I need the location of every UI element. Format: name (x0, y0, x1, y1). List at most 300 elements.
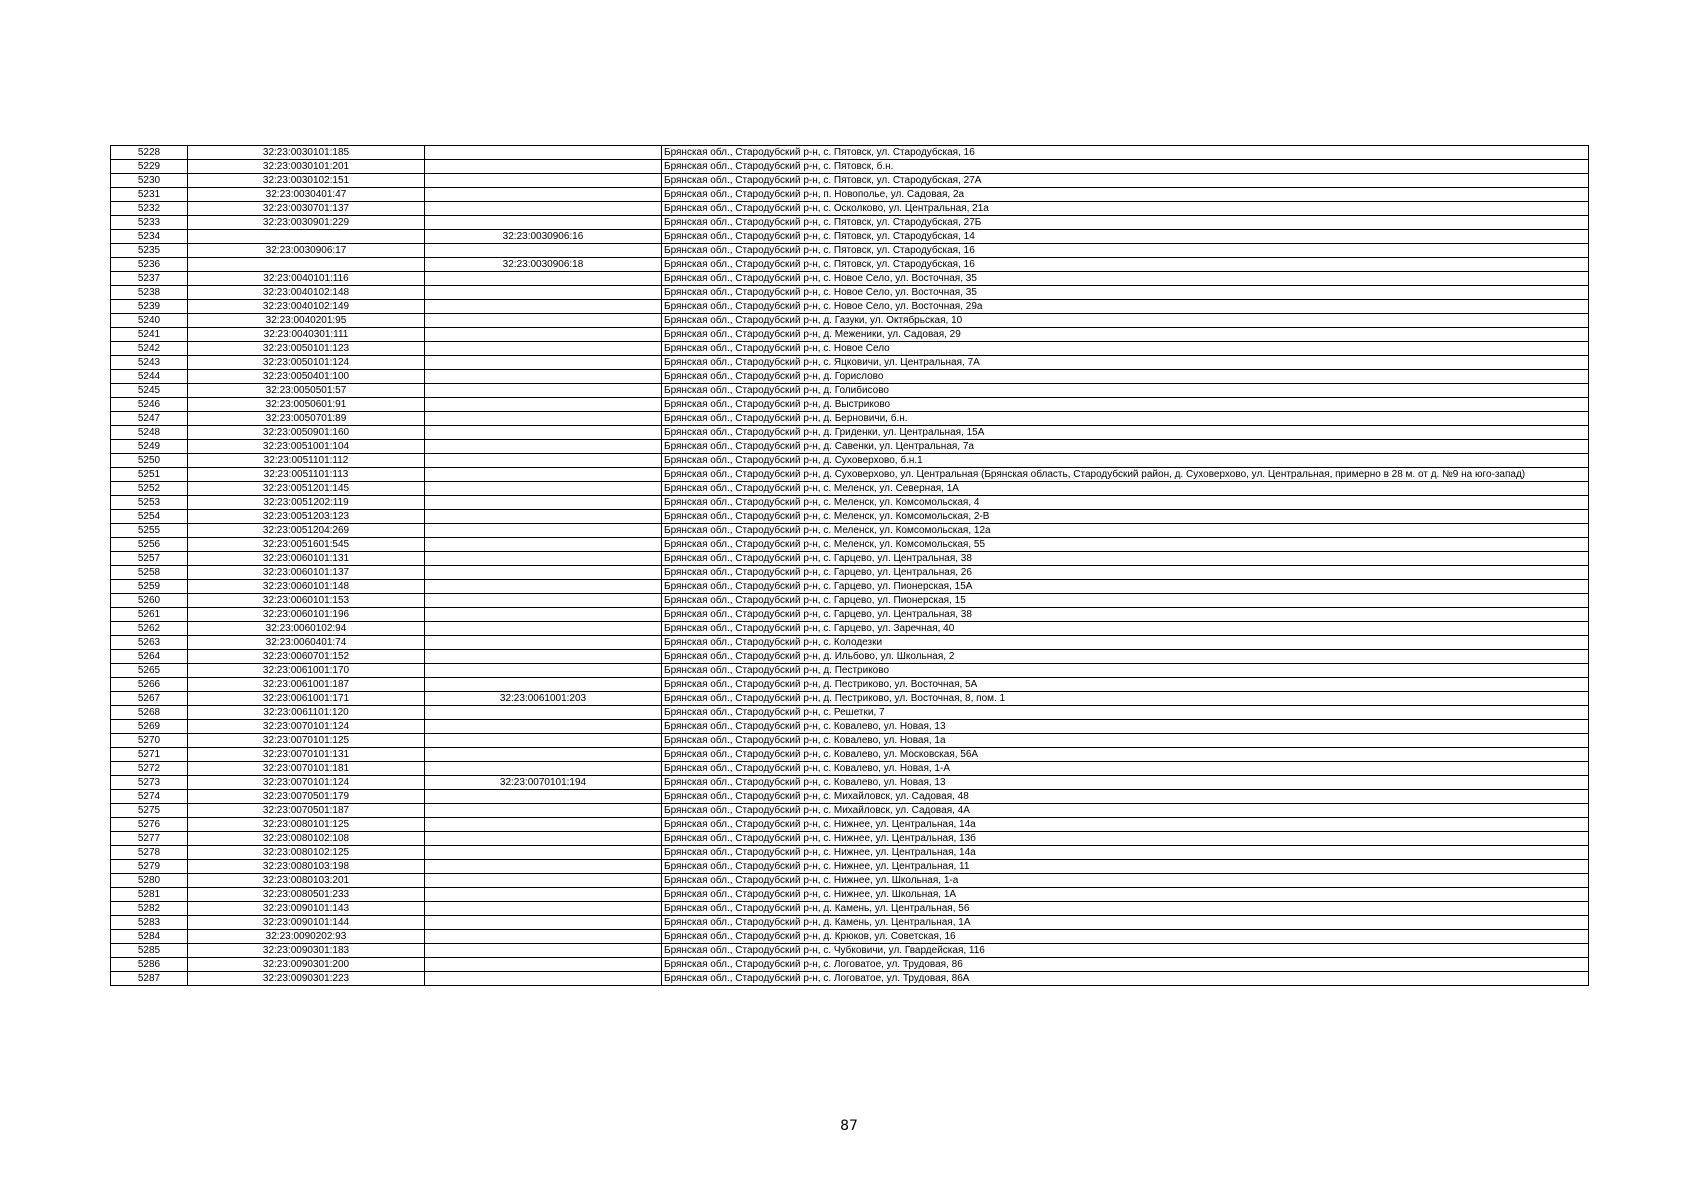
address-cell: Брянская обл., Стародубский р-н, с. Гарцево, ул. Пионерская, 15А (662, 580, 1589, 594)
row-number-cell: 5236 (111, 258, 188, 272)
address-cell: Брянская обл., Стародубский р-н, с. Логоватое, ул. Трудовая, 86А (662, 972, 1589, 986)
row-number-cell: 5235 (111, 244, 188, 258)
address-cell: Брянская обл., Стародубский р-н, с. Гарцево, ул. Центральная, 38 (662, 552, 1589, 566)
building-number-cell (425, 174, 662, 188)
cadastral-number-cell (188, 258, 425, 272)
table-row (111, 566, 1589, 580)
row-number-cell: 5252 (111, 482, 188, 496)
cadastral-number-cell: 32:23:0050101:124 (188, 356, 425, 370)
building-number-cell (425, 636, 662, 650)
building-number-cell (425, 790, 662, 804)
address-cell: Брянская обл., Стародубский р-н, д. Горислово (662, 370, 1589, 384)
building-number-cell (425, 482, 662, 496)
address-cell: Брянская обл., Стародубский р-н, д. Крюков, ул. Советская, 16 (662, 930, 1589, 944)
cadastral-number-cell: 32:23:0051202:119 (188, 496, 425, 510)
building-number-cell (425, 804, 662, 818)
cadastral-number-cell: 32:23:0070101:125 (188, 734, 425, 748)
table-row (111, 398, 1589, 412)
table-row (111, 664, 1589, 678)
row-number-cell: 5264 (111, 650, 188, 664)
cadastral-number-cell: 32:23:0070101:131 (188, 748, 425, 762)
building-number-cell (425, 412, 662, 426)
cadastral-number-cell: 32:23:0090301:223 (188, 972, 425, 986)
address-cell: Брянская обл., Стародубский р-н, п. Новополье, ул. Садовая, 2а (662, 188, 1589, 202)
cadastral-number-cell: 32:23:0060101:196 (188, 608, 425, 622)
table-row (111, 384, 1589, 398)
building-number-cell (425, 328, 662, 342)
building-number-cell (425, 454, 662, 468)
cadastral-number-cell: 32:23:0080102:125 (188, 846, 425, 860)
row-number-cell: 5234 (111, 230, 188, 244)
address-cell: Брянская обл., Стародубский р-н, д. Савенки, ул. Центральная, 7а (662, 440, 1589, 454)
address-cell: Брянская обл., Стародубский р-н, д. Суховерхово, ул. Центральная (Брянская область, Стародубский район, д. Суховерхово, ул. Центральная, примерно в 28 м. от д. №9 на юго-запад) (662, 468, 1589, 482)
cadastral-number-cell: 32:23:0030102:151 (188, 174, 425, 188)
property-registry-table (110, 145, 1589, 986)
cadastral-number-cell: 32:23:0051101:112 (188, 454, 425, 468)
address-cell: Брянская обл., Стародубский р-н, с. Логоватое, ул. Трудовая, 86 (662, 958, 1589, 972)
row-number-cell: 5240 (111, 314, 188, 328)
address-cell: Брянская обл., Стародубский р-н, с. Осколково, ул. Центральная, 21а (662, 202, 1589, 216)
row-number-cell: 5262 (111, 622, 188, 636)
building-number-cell (425, 748, 662, 762)
building-number-cell: 32:23:0061001:203 (425, 692, 662, 706)
table-row (111, 790, 1589, 804)
table-row (111, 510, 1589, 524)
building-number-cell (425, 272, 662, 286)
row-number-cell: 5275 (111, 804, 188, 818)
table-row (111, 328, 1589, 342)
table-row (111, 552, 1589, 566)
row-number-cell: 5243 (111, 356, 188, 370)
cadastral-number-cell: 32:23:0060101:148 (188, 580, 425, 594)
building-number-cell (425, 832, 662, 846)
row-number-cell: 5249 (111, 440, 188, 454)
address-cell: Брянская обл., Стародубский р-н, д. Берновичи, б.н. (662, 412, 1589, 426)
table-row (111, 832, 1589, 846)
row-number-cell: 5268 (111, 706, 188, 720)
address-cell: Брянская обл., Стародубский р-н, д. Камень, ул. Центральная, 1А (662, 916, 1589, 930)
cadastral-number-cell: 32:23:0060101:137 (188, 566, 425, 580)
address-cell: Брянская обл., Стародубский р-н, с. Пятовск, ул. Стародубская, 14 (662, 230, 1589, 244)
building-number-cell (425, 342, 662, 356)
address-cell: Брянская обл., Стародубский р-н, с. Нижнее, ул. Школьная, 1А (662, 888, 1589, 902)
address-cell: Брянская обл., Стародубский р-н, с. Меленск, ул. Северная, 1А (662, 482, 1589, 496)
address-cell: Брянская обл., Стародубский р-н, д. Выстриково (662, 398, 1589, 412)
building-number-cell (425, 510, 662, 524)
cadastral-number-cell: 32:23:0080501:233 (188, 888, 425, 902)
building-number-cell: 32:23:0030906:18 (425, 258, 662, 272)
building-number-cell (425, 846, 662, 860)
address-cell: Брянская обл., Стародубский р-н, с. Меленск, ул. Комсомольская, 55 (662, 538, 1589, 552)
address-cell: Брянская обл., Стародубский р-н, с. Меленск, ул. Комсомольская, 12а (662, 524, 1589, 538)
cadastral-number-cell: 32:23:0060701:152 (188, 650, 425, 664)
building-number-cell (425, 286, 662, 300)
row-number-cell: 5283 (111, 916, 188, 930)
building-number-cell (425, 916, 662, 930)
address-cell: Брянская обл., Стародубский р-н, с. Колодезки (662, 636, 1589, 650)
cadastral-number-cell: 32:23:0060401:74 (188, 636, 425, 650)
cadastral-number-cell: 32:23:0070101:124 (188, 720, 425, 734)
cadastral-number-cell: 32:23:0040301:111 (188, 328, 425, 342)
building-number-cell (425, 622, 662, 636)
cadastral-number-cell: 32:23:0061001:170 (188, 664, 425, 678)
table-row (111, 440, 1589, 454)
cadastral-number-cell: 32:23:0051204:269 (188, 524, 425, 538)
row-number-cell: 5237 (111, 272, 188, 286)
row-number-cell: 5280 (111, 874, 188, 888)
cadastral-number-cell: 32:23:0080103:201 (188, 874, 425, 888)
address-cell: Брянская обл., Стародубский р-н, с. Пятовск, ул. Стародубская, 27А (662, 174, 1589, 188)
row-number-cell: 5286 (111, 958, 188, 972)
building-number-cell (425, 930, 662, 944)
row-number-cell: 5265 (111, 664, 188, 678)
address-cell: Брянская обл., Стародубский р-н, с. Ковалево, ул. Новая, 13 (662, 776, 1589, 790)
row-number-cell: 5278 (111, 846, 188, 860)
table-row (111, 468, 1589, 482)
address-cell: Брянская обл., Стародубский р-н, д. Пестриково (662, 664, 1589, 678)
table-row (111, 342, 1589, 356)
table-row (111, 818, 1589, 832)
table-row (111, 734, 1589, 748)
row-number-cell: 5228 (111, 146, 188, 160)
row-number-cell: 5250 (111, 454, 188, 468)
cadastral-number-cell: 32:23:0050401:100 (188, 370, 425, 384)
row-number-cell: 5248 (111, 426, 188, 440)
address-cell: Брянская обл., Стародубский р-н, с. Новое Село, ул. Восточная, 35 (662, 272, 1589, 286)
table-row (111, 454, 1589, 468)
table-row (111, 244, 1589, 258)
address-cell: Брянская обл., Стародубский р-н, с. Чубковичи, ул. Гвардейская, 116 (662, 944, 1589, 958)
address-cell: Брянская обл., Стародубский р-н, с. Нижнее, ул. Центральная, 14а (662, 818, 1589, 832)
cadastral-number-cell: 32:23:0070101:124 (188, 776, 425, 790)
row-number-cell: 5257 (111, 552, 188, 566)
row-number-cell: 5231 (111, 188, 188, 202)
address-cell: Брянская обл., Стародубский р-н, д. Газуки, ул. Октябрьская, 10 (662, 314, 1589, 328)
table-row (111, 706, 1589, 720)
table-row (111, 258, 1589, 272)
building-number-cell (425, 496, 662, 510)
address-cell: Брянская обл., Стародубский р-н, с. Нижнее, ул. Центральная, 11 (662, 860, 1589, 874)
row-number-cell: 5266 (111, 678, 188, 692)
address-cell: Брянская обл., Стародубский р-н, с. Пятовск, ул. Стародубская, 16 (662, 146, 1589, 160)
cadastral-number-cell: 32:23:0060101:131 (188, 552, 425, 566)
building-number-cell (425, 314, 662, 328)
address-cell: Брянская обл., Стародубский р-н, с. Новое Село (662, 342, 1589, 356)
building-number-cell (425, 160, 662, 174)
address-cell: Брянская обл., Стародубский р-н, с. Нижнее, ул. Школьная, 1-а (662, 874, 1589, 888)
address-cell: Брянская обл., Стародубский р-н, с. Решетки, 7 (662, 706, 1589, 720)
row-number-cell: 5253 (111, 496, 188, 510)
row-number-cell: 5271 (111, 748, 188, 762)
row-number-cell: 5230 (111, 174, 188, 188)
building-number-cell (425, 860, 662, 874)
row-number-cell: 5258 (111, 566, 188, 580)
row-number-cell: 5276 (111, 818, 188, 832)
row-number-cell: 5255 (111, 524, 188, 538)
cadastral-number-cell: 32:23:0030101:185 (188, 146, 425, 160)
table-row (111, 524, 1589, 538)
table-row (111, 650, 1589, 664)
building-number-cell (425, 524, 662, 538)
building-number-cell (425, 216, 662, 230)
cadastral-number-cell: 32:23:0070101:181 (188, 762, 425, 776)
address-cell: Брянская обл., Стародубский р-н, д. Пестриково, ул. Восточная, 5А (662, 678, 1589, 692)
cadastral-number-cell: 32:23:0051001:104 (188, 440, 425, 454)
row-number-cell: 5246 (111, 398, 188, 412)
row-number-cell: 5267 (111, 692, 188, 706)
row-number-cell: 5287 (111, 972, 188, 986)
cadastral-number-cell: 32:23:0040101:116 (188, 272, 425, 286)
cadastral-number-cell (188, 230, 425, 244)
building-number-cell (425, 202, 662, 216)
row-number-cell: 5261 (111, 608, 188, 622)
table-row (111, 356, 1589, 370)
cadastral-number-cell: 32:23:0040102:148 (188, 286, 425, 300)
cadastral-number-cell: 32:23:0051201:145 (188, 482, 425, 496)
address-cell: Брянская обл., Стародубский р-н, с. Гарцево, ул. Пионерская, 15 (662, 594, 1589, 608)
table-row (111, 272, 1589, 286)
address-cell: Брянская обл., Стародубский р-н, с. Нижнее, ул. Центральная, 13б (662, 832, 1589, 846)
row-number-cell: 5263 (111, 636, 188, 650)
row-number-cell: 5229 (111, 160, 188, 174)
building-number-cell (425, 594, 662, 608)
building-number-cell (425, 566, 662, 580)
cadastral-number-cell: 32:23:0061001:187 (188, 678, 425, 692)
row-number-cell: 5238 (111, 286, 188, 300)
table-row (111, 538, 1589, 552)
address-cell: Брянская обл., Стародубский р-н, д. Гриденки, ул. Центральная, 15А (662, 426, 1589, 440)
address-cell: Брянская обл., Стародубский р-н, с. Пятовск, б.н. (662, 160, 1589, 174)
table-row (111, 622, 1589, 636)
table-row (111, 160, 1589, 174)
row-number-cell: 5259 (111, 580, 188, 594)
building-number-cell (425, 720, 662, 734)
row-number-cell: 5232 (111, 202, 188, 216)
table-row (111, 314, 1589, 328)
building-number-cell (425, 356, 662, 370)
row-number-cell: 5270 (111, 734, 188, 748)
address-cell: Брянская обл., Стародубский р-н, с. Гарцево, ул. Заречная, 40 (662, 622, 1589, 636)
building-number-cell (425, 944, 662, 958)
building-number-cell (425, 958, 662, 972)
table-row (111, 482, 1589, 496)
cadastral-number-cell: 32:23:0050601:91 (188, 398, 425, 412)
address-cell: Брянская обл., Стародубский р-н, с. Михайловск, ул. Садовая, 48 (662, 790, 1589, 804)
address-cell: Брянская обл., Стародубский р-н, с. Гарцево, ул. Центральная, 38 (662, 608, 1589, 622)
row-number-cell: 5242 (111, 342, 188, 356)
table-row (111, 230, 1589, 244)
address-cell: Брянская обл., Стародубский р-н, д. Пестриково, ул. Восточная, 8, пом. 1 (662, 692, 1589, 706)
table-row (111, 888, 1589, 902)
cadastral-number-cell: 32:23:0061001:171 (188, 692, 425, 706)
row-number-cell: 5284 (111, 930, 188, 944)
table-row (111, 748, 1589, 762)
row-number-cell: 5256 (111, 538, 188, 552)
cadastral-number-cell: 32:23:0090301:200 (188, 958, 425, 972)
row-number-cell: 5272 (111, 762, 188, 776)
row-number-cell: 5260 (111, 594, 188, 608)
cadastral-number-cell: 32:23:0040201:95 (188, 314, 425, 328)
table-body (111, 146, 1589, 986)
building-number-cell: 32:23:0070101:194 (425, 776, 662, 790)
address-cell: Брянская обл., Стародубский р-н, с. Яцковичи, ул. Центральная, 7А (662, 356, 1589, 370)
cadastral-number-cell: 32:23:0050901:160 (188, 426, 425, 440)
table-row (111, 286, 1589, 300)
cadastral-number-cell: 32:23:0070501:179 (188, 790, 425, 804)
building-number-cell (425, 734, 662, 748)
cadastral-number-cell: 32:23:0030701:137 (188, 202, 425, 216)
table-row (111, 860, 1589, 874)
building-number-cell (425, 972, 662, 986)
cadastral-number-cell: 32:23:0051101:113 (188, 468, 425, 482)
address-cell: Брянская обл., Стародубский р-н, д. Ильбово, ул. Школьная, 2 (662, 650, 1589, 664)
cadastral-number-cell: 32:23:0080103:198 (188, 860, 425, 874)
cadastral-number-cell: 32:23:0030401:47 (188, 188, 425, 202)
cadastral-number-cell: 32:23:0090101:143 (188, 902, 425, 916)
table-row (111, 958, 1589, 972)
address-cell: Брянская обл., Стародубский р-н, с. Ковалево, ул. Новая, 1а (662, 734, 1589, 748)
table-row (111, 930, 1589, 944)
table-row (111, 944, 1589, 958)
cadastral-number-cell: 32:23:0051203:123 (188, 510, 425, 524)
cadastral-number-cell: 32:23:0040102:149 (188, 300, 425, 314)
row-number-cell: 5247 (111, 412, 188, 426)
building-number-cell (425, 188, 662, 202)
building-number-cell (425, 678, 662, 692)
table-row (111, 678, 1589, 692)
building-number-cell (425, 762, 662, 776)
cadastral-number-cell: 32:23:0050101:123 (188, 342, 425, 356)
table-row (111, 174, 1589, 188)
table-row (111, 496, 1589, 510)
page-number: 87 (840, 1118, 858, 1134)
address-cell: Брянская обл., Стародубский р-н, с. Ковалево, ул. Новая, 1-А (662, 762, 1589, 776)
row-number-cell: 5277 (111, 832, 188, 846)
table-row (111, 580, 1589, 594)
building-number-cell (425, 244, 662, 258)
building-number-cell (425, 146, 662, 160)
address-cell: Брянская обл., Стародубский р-н, с. Меленск, ул. Комсомольская, 4 (662, 496, 1589, 510)
address-cell: Брянская обл., Стародубский р-н, с. Нижнее, ул. Центральная, 14а (662, 846, 1589, 860)
address-cell: Брянская обл., Стародубский р-н, с. Пятовск, ул. Стародубская, 27Б (662, 216, 1589, 230)
building-number-cell: 32:23:0030906:16 (425, 230, 662, 244)
table-row (111, 188, 1589, 202)
cadastral-number-cell: 32:23:0030906:17 (188, 244, 425, 258)
building-number-cell (425, 398, 662, 412)
building-number-cell (425, 608, 662, 622)
row-number-cell: 5244 (111, 370, 188, 384)
row-number-cell: 5245 (111, 384, 188, 398)
table-row (111, 146, 1589, 160)
cadastral-number-cell: 32:23:0061101:120 (188, 706, 425, 720)
address-cell: Брянская обл., Стародубский р-н, с. Меленск, ул. Комсомольская, 2-В (662, 510, 1589, 524)
table-row (111, 692, 1589, 706)
address-cell: Брянская обл., Стародубский р-н, с. Пятовск, ул. Стародубская, 16 (662, 258, 1589, 272)
table-row (111, 300, 1589, 314)
cadastral-number-cell: 32:23:0060101:153 (188, 594, 425, 608)
building-number-cell (425, 384, 662, 398)
row-number-cell: 5251 (111, 468, 188, 482)
cadastral-number-cell: 32:23:0090101:144 (188, 916, 425, 930)
cadastral-number-cell: 32:23:0050501:57 (188, 384, 425, 398)
building-number-cell (425, 902, 662, 916)
address-cell: Брянская обл., Стародубский р-н, с. Ковалево, ул. Новая, 13 (662, 720, 1589, 734)
address-cell: Брянская обл., Стародубский р-н, с. Новое Село, ул. Восточная, 29а (662, 300, 1589, 314)
table-row (111, 916, 1589, 930)
cadastral-number-cell: 32:23:0090301:183 (188, 944, 425, 958)
building-number-cell (425, 426, 662, 440)
row-number-cell: 5241 (111, 328, 188, 342)
row-number-cell: 5282 (111, 902, 188, 916)
address-cell: Брянская обл., Стародубский р-н, д. Голибисово (662, 384, 1589, 398)
row-number-cell: 5273 (111, 776, 188, 790)
building-number-cell (425, 888, 662, 902)
address-cell: Брянская обл., Стародубский р-н, с. Михайловск, ул. Садовая, 4А (662, 804, 1589, 818)
address-cell: Брянская обл., Стародубский р-н, с. Ковалево, ул. Московская, 56А (662, 748, 1589, 762)
table-row (111, 608, 1589, 622)
table-row (111, 776, 1589, 790)
table-row (111, 216, 1589, 230)
building-number-cell (425, 538, 662, 552)
building-number-cell (425, 300, 662, 314)
building-number-cell (425, 552, 662, 566)
cadastral-number-cell: 32:23:0030901:229 (188, 216, 425, 230)
table-row (111, 412, 1589, 426)
table-row (111, 846, 1589, 860)
cadastral-number-cell: 32:23:0050701:89 (188, 412, 425, 426)
table-row (111, 202, 1589, 216)
cadastral-number-cell: 32:23:0080101:125 (188, 818, 425, 832)
cadastral-number-cell: 32:23:0090202:93 (188, 930, 425, 944)
cadastral-number-cell: 32:23:0060102:94 (188, 622, 425, 636)
table-row (111, 426, 1589, 440)
table-row (111, 972, 1589, 986)
building-number-cell (425, 370, 662, 384)
row-number-cell: 5285 (111, 944, 188, 958)
table-row (111, 720, 1589, 734)
cadastral-number-cell: 32:23:0030101:201 (188, 160, 425, 174)
address-cell: Брянская обл., Стародубский р-н, д. Меженики, ул. Садовая, 29 (662, 328, 1589, 342)
row-number-cell: 5233 (111, 216, 188, 230)
building-number-cell (425, 706, 662, 720)
address-cell: Брянская обл., Стародубский р-н, с. Гарцево, ул. Центральная, 26 (662, 566, 1589, 580)
table-row (111, 594, 1589, 608)
row-number-cell: 5274 (111, 790, 188, 804)
row-number-cell: 5239 (111, 300, 188, 314)
table-row (111, 874, 1589, 888)
cadastral-number-cell: 32:23:0070501:187 (188, 804, 425, 818)
table-row (111, 636, 1589, 650)
row-number-cell: 5279 (111, 860, 188, 874)
row-number-cell: 5281 (111, 888, 188, 902)
address-cell: Брянская обл., Стародубский р-н, с. Новое Село, ул. Восточная, 35 (662, 286, 1589, 300)
table-row (111, 902, 1589, 916)
address-cell: Брянская обл., Стародубский р-н, с. Пятовск, ул. Стародубская, 16 (662, 244, 1589, 258)
building-number-cell (425, 664, 662, 678)
building-number-cell (425, 468, 662, 482)
table-row (111, 804, 1589, 818)
cadastral-number-cell: 32:23:0080102:108 (188, 832, 425, 846)
building-number-cell (425, 818, 662, 832)
row-number-cell: 5254 (111, 510, 188, 524)
building-number-cell (425, 440, 662, 454)
table-row (111, 762, 1589, 776)
building-number-cell (425, 874, 662, 888)
row-number-cell: 5269 (111, 720, 188, 734)
building-number-cell (425, 650, 662, 664)
address-cell: Брянская обл., Стародубский р-н, д. Суховерхово, б.н.1 (662, 454, 1589, 468)
address-cell: Брянская обл., Стародубский р-н, д. Камень, ул. Центральная, 56 (662, 902, 1589, 916)
